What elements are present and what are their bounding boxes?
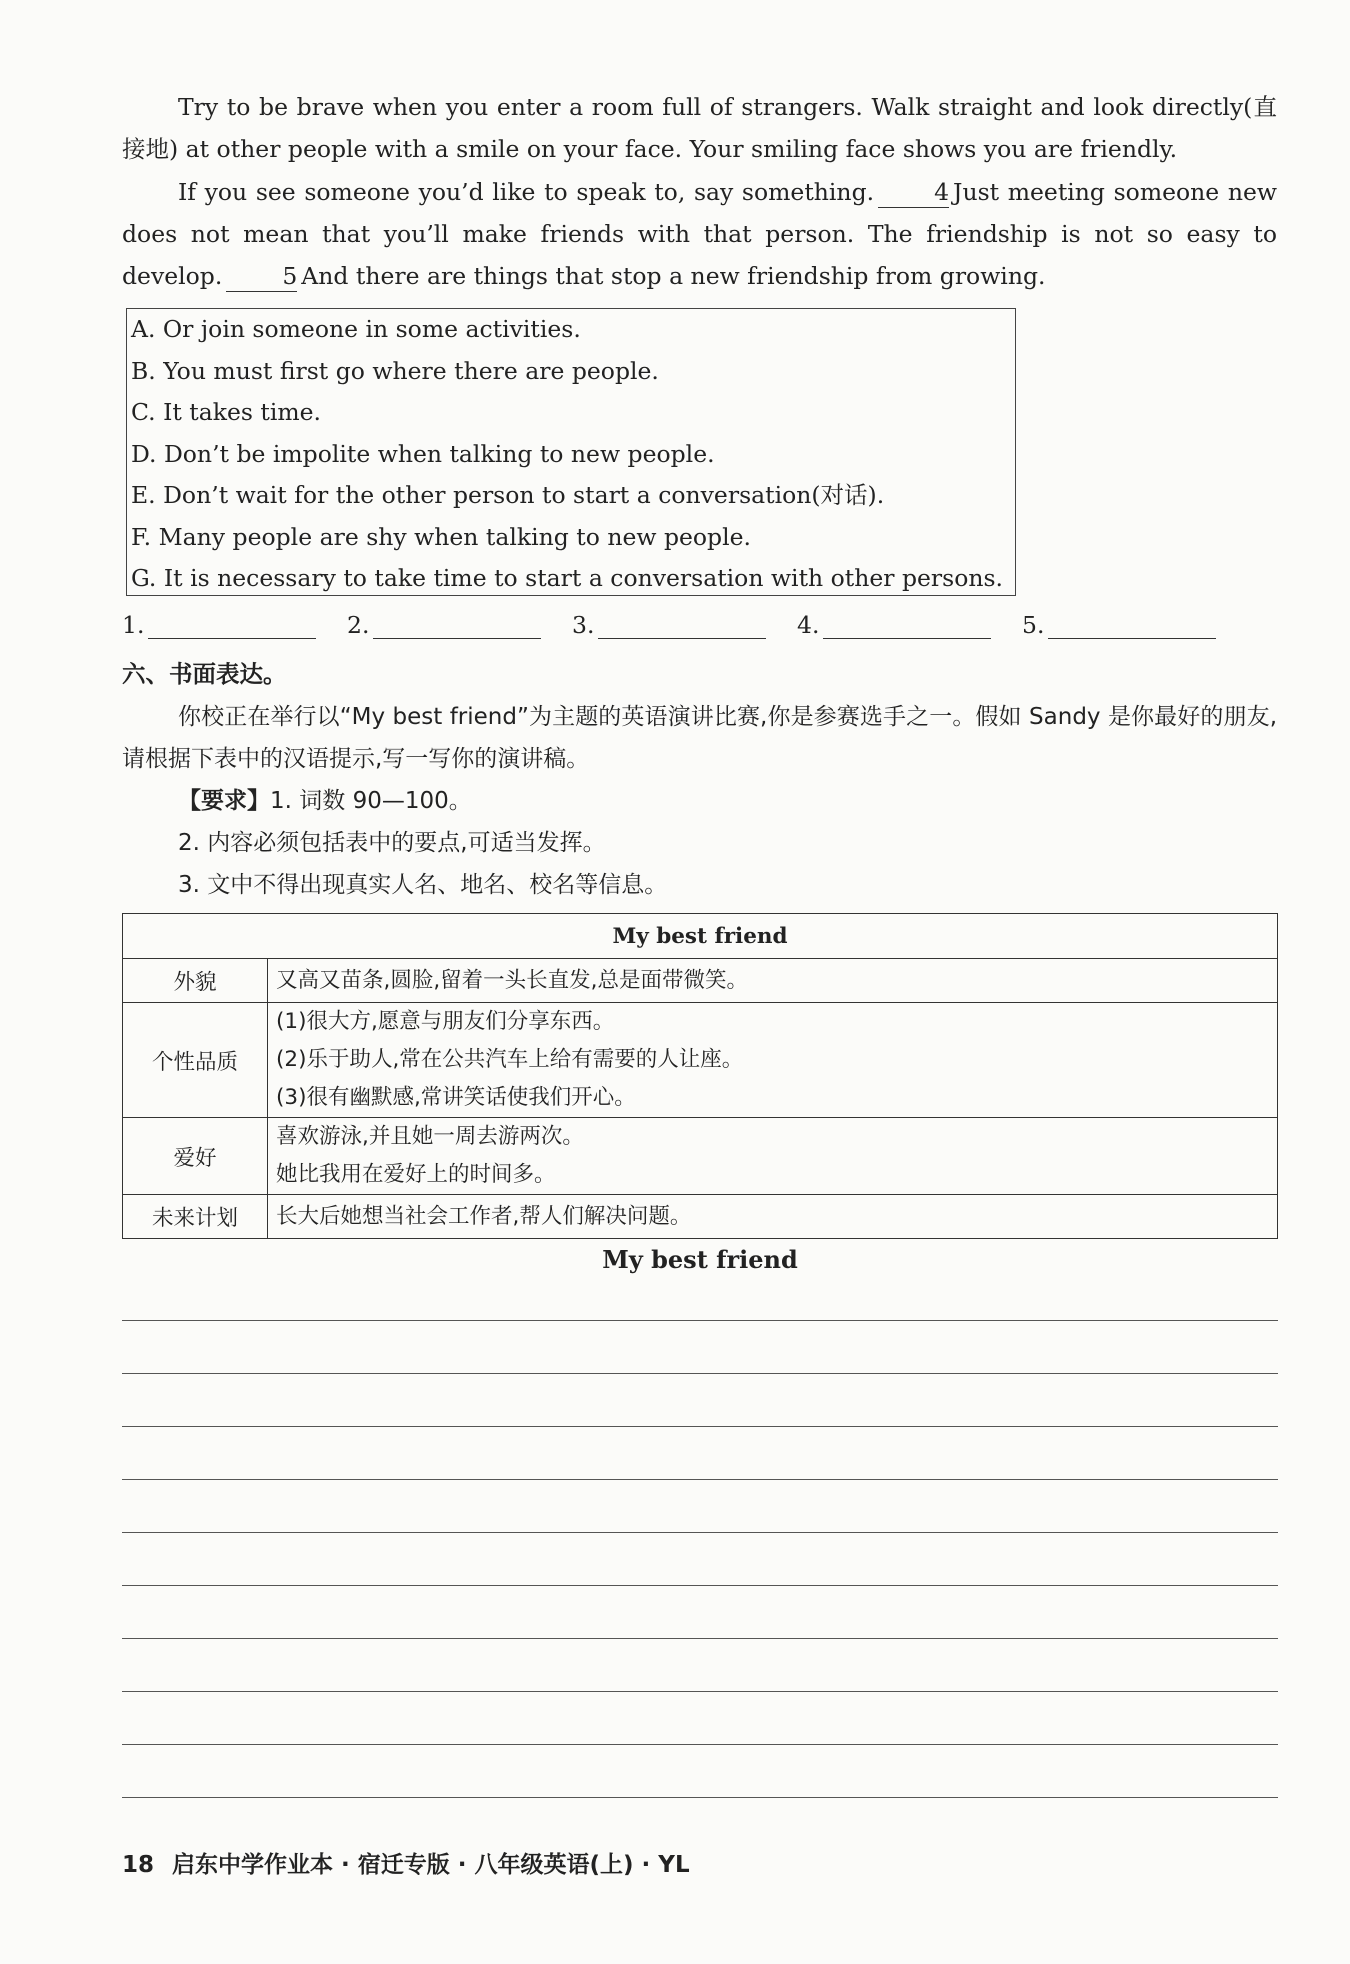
option-c: C. It takes time.: [131, 398, 322, 426]
table-header: My best friend: [123, 914, 1278, 959]
row-line: 长大后她想当社会工作者,帮人们解决问题。: [276, 1203, 692, 1229]
essay-title: My best friend: [602, 1245, 798, 1274]
row-content: [268, 1003, 1278, 1118]
book-title: 启东中学作业本 · 宿迁专版 · 八年级英语(上) · YL: [172, 1852, 690, 1878]
answer-blank[interactable]: [373, 610, 541, 639]
option-f: F. Many people are shy when talking to new people.: [131, 522, 751, 551]
table-row: [123, 1003, 1278, 1118]
answer-number: 3.: [572, 611, 595, 639]
row-content: [268, 959, 1278, 1003]
answer-item-3: [572, 610, 766, 639]
writing-line[interactable]: [122, 1532, 1278, 1533]
outline-table: [122, 913, 1278, 1239]
writing-line[interactable]: [122, 1373, 1278, 1374]
writing-line[interactable]: [122, 1691, 1278, 1692]
answer-blank[interactable]: [823, 610, 991, 639]
writing-line[interactable]: [122, 1585, 1278, 1586]
writing-line[interactable]: [122, 1744, 1278, 1745]
requirement-3: 3. 文中不得出现真实人名、地名、校名等信息。: [178, 872, 668, 898]
row-line: 喜欢游泳,并且她一周去游两次。: [276, 1124, 584, 1149]
writing-line[interactable]: [122, 1638, 1278, 1639]
table-row: [123, 1118, 1278, 1195]
answer-item-1: [122, 610, 316, 639]
writing-prompt: 你校正在举行以“My best friend”为主题的英语演讲比赛,你是参赛选手之一。假如 Sandy 是你最好的朋友,请根据下表中的汉语提示,写一写你的演讲稿。: [122, 704, 1277, 772]
row-content: [268, 1118, 1278, 1195]
blank-4[interactable]: 4: [878, 177, 949, 208]
writing-line[interactable]: [122, 1479, 1278, 1480]
answer-number: 1.: [122, 611, 145, 639]
section-title: 六、书面表达。: [122, 660, 287, 688]
passage-text: Just meeting someone new does not mean that you’ll make friends with that person. The friendship is not so easy to develop.: [122, 178, 1277, 290]
passage-text: If you see someone you’d like to speak to, say something.: [178, 178, 875, 206]
table-row: [123, 1195, 1278, 1239]
requirement-text: 1. 词数 90—100。: [270, 788, 472, 814]
passage-paragraph-1: Try to be brave when you enter a room full of strangers. Walk straight and look directly(直接地) at other people with a smile on your face. Your smiling face shows you are friendly.: [122, 93, 1277, 163]
table-row: [123, 959, 1278, 1003]
options-box: [126, 308, 1016, 596]
row-label: 外貌: [123, 959, 268, 1003]
answer-number: 5.: [1022, 611, 1045, 639]
writing-line[interactable]: [122, 1426, 1278, 1427]
requirement-label: 【要求】: [178, 788, 270, 814]
answer-number: 2.: [347, 611, 370, 639]
answer-number: 4.: [797, 611, 820, 639]
row-line: 她比我用在爱好上的时间多。: [276, 1162, 556, 1187]
row-line: (3)很有幽默感,常讲笑话使我们开心。: [276, 1085, 636, 1110]
passage-text: And there are things that stop a new friendship from growing.: [301, 262, 1046, 290]
answer-item-2: [347, 610, 541, 639]
answer-row: [122, 610, 1222, 650]
answer-blank[interactable]: [598, 610, 766, 639]
row-line: (2)乐于助人,常在公共汽车上给有需要的人让座。: [276, 1047, 744, 1072]
row-label: 未来计划: [123, 1195, 268, 1239]
page-number: 18: [122, 1852, 155, 1878]
row-label: 爱好: [123, 1118, 268, 1195]
requirement-1: [178, 780, 1278, 822]
answer-blank[interactable]: [148, 610, 316, 639]
passage-paragraph-2: [122, 171, 1277, 297]
option-a: A. Or join someone in some activities.: [131, 315, 581, 343]
option-g: G. It is necessary to take time to start a conversation with other persons.: [131, 564, 1004, 592]
option-b: B. You must first go where there are people.: [131, 356, 659, 385]
blank-5[interactable]: 5: [226, 261, 297, 292]
answer-item-5: [1022, 610, 1216, 639]
option-d: D. Don’t be impolite when talking to new people.: [131, 439, 715, 468]
requirement-2: 2. 内容必须包括表中的要点,可适当发挥。: [178, 830, 606, 856]
row-label: 个性品质: [123, 1003, 268, 1118]
page-footer: [122, 1846, 690, 1879]
writing-line[interactable]: [122, 1320, 1278, 1321]
answer-item-4: [797, 610, 991, 639]
row-line: 又高又苗条,圆脸,留着一头长直发,总是面带微笑。: [276, 967, 749, 993]
option-e: E. Don’t wait for the other person to start a conversation(对话).: [131, 481, 885, 509]
row-content: [268, 1195, 1278, 1239]
writing-line[interactable]: [122, 1797, 1278, 1798]
answer-blank[interactable]: [1048, 610, 1216, 639]
row-line: (1)很大方,愿意与朋友们分享东西。: [276, 1009, 615, 1034]
